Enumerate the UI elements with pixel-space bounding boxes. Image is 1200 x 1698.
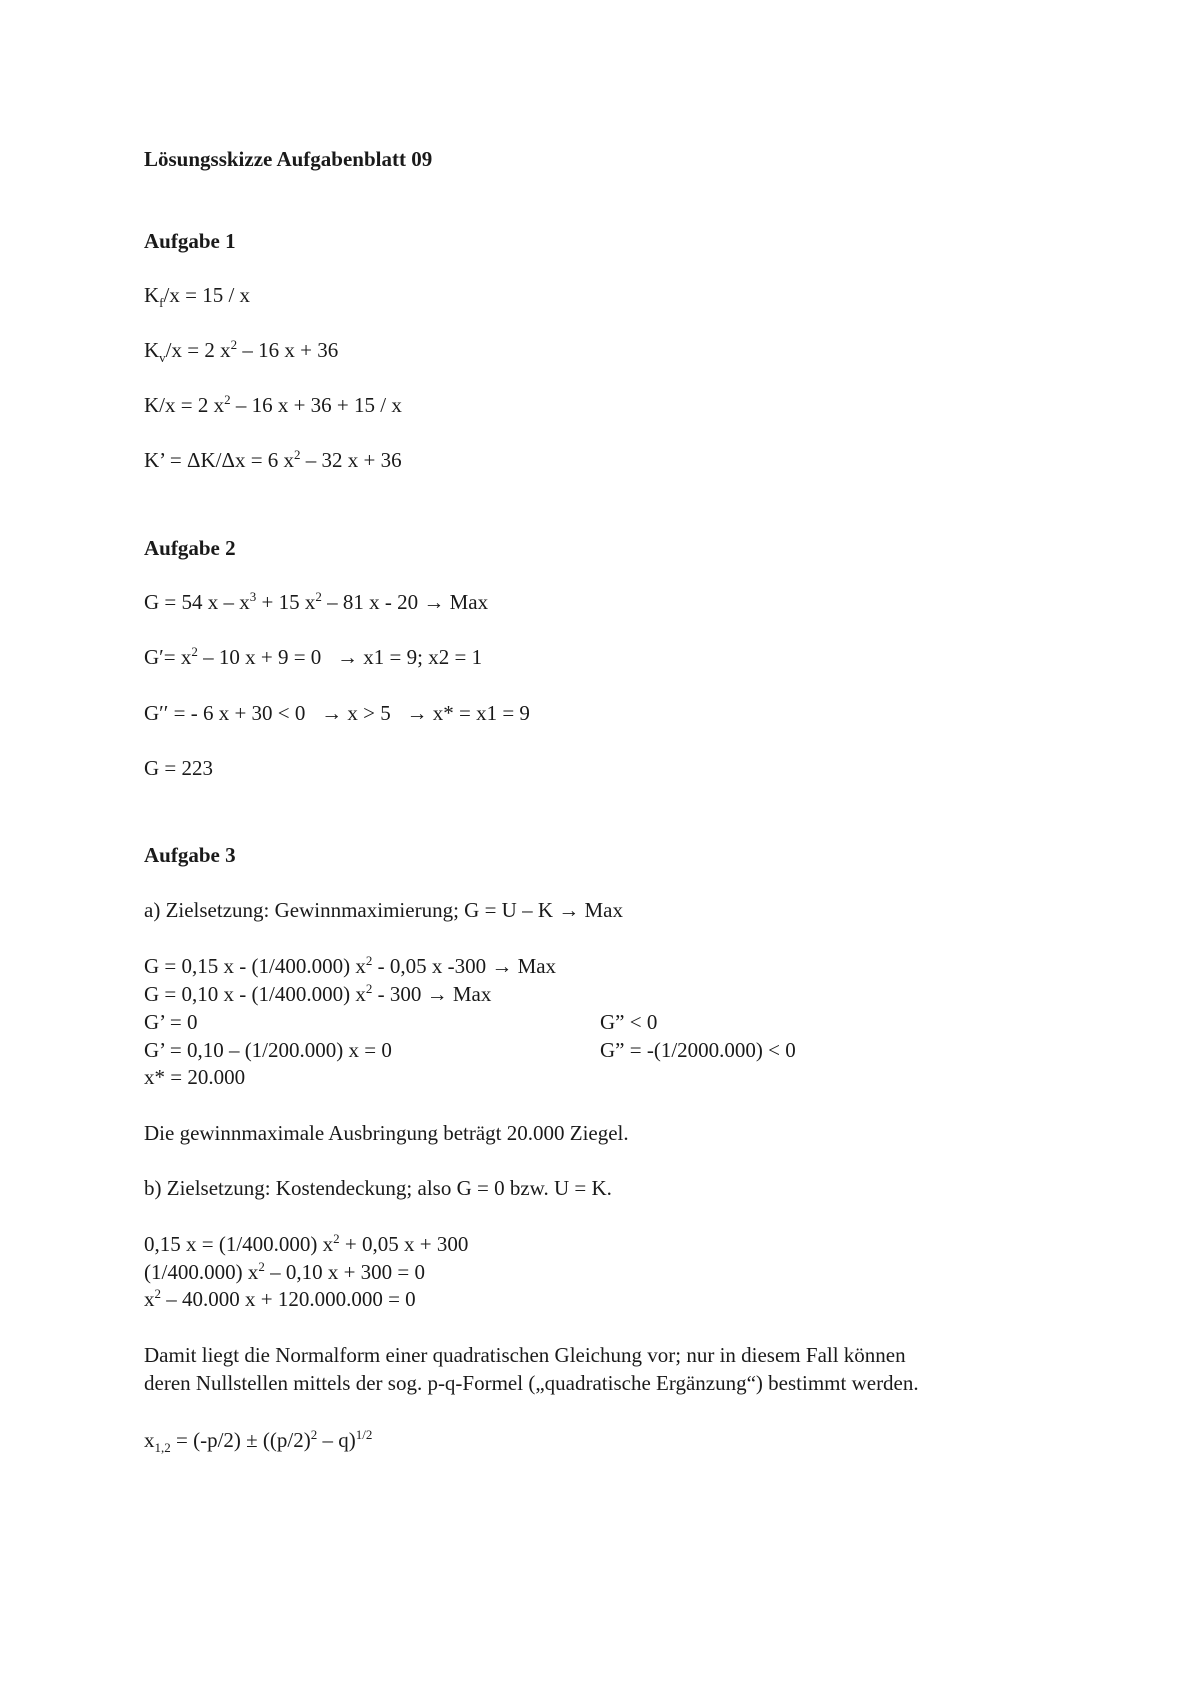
eq-superscript: 2 — [230, 337, 238, 352]
eq-part: x — [144, 1428, 155, 1452]
equation-fixed-costs — [144, 283, 251, 311]
equation-variable-costs — [144, 337, 339, 366]
equation-a5: x* = 20.000 — [144, 1065, 246, 1089]
equation-marginal-costs — [144, 448, 402, 472]
heading-aufgabe-1: Aufgabe 1 — [144, 229, 236, 253]
equation-b2 — [144, 1260, 425, 1284]
paragraph-line-1: Damit liegt die Normalform einer quadratischen Gleichung vor; nur in diesem Fall können — [144, 1343, 906, 1367]
eq-superscript: 2 — [224, 392, 231, 407]
equation-profit — [144, 590, 488, 614]
heading-aufgabe-2: Aufgabe 2 — [144, 536, 236, 560]
eq-superscript: 2 — [310, 1427, 318, 1442]
eq-superscript: 2 — [258, 1259, 265, 1274]
eq-superscript: 2 — [154, 1286, 161, 1301]
eq-superscript: 2 — [365, 981, 373, 996]
eq-part: G = 54 x – x — [144, 590, 250, 614]
objective-b: b) Zielsetzung: Kostendeckung; also G = 0 bzw. U = K. — [144, 1176, 612, 1200]
eq-part: – 10 x + 9 = 0 → x1 = 9; x2 = 1 — [197, 645, 483, 669]
heading-aufgabe-3: Aufgabe 3 — [144, 843, 236, 867]
eq-part: – 16 x + 36 — [237, 338, 339, 362]
equation-b1 — [144, 1232, 468, 1256]
eq-part: = (-p/2) ± ((p/2) — [170, 1428, 311, 1452]
document-title: Lösungsskizze Aufgabenblatt 09 — [144, 147, 433, 171]
eq-superscript: 2 — [191, 644, 198, 659]
equation-first-derivative — [144, 645, 482, 669]
eq-superscript: 2 — [365, 953, 373, 968]
eq-part: + 0,05 x + 300 — [339, 1232, 469, 1256]
pq-formula — [144, 1427, 373, 1456]
eq-superscript: 2 — [333, 1231, 340, 1246]
paragraph-line-2: deren Nullstellen mittels der sog. p-q-Formel („quadratische Ergänzung“) bestimmt werden. — [144, 1371, 919, 1395]
equation-profit-value: G = 223 — [144, 756, 214, 780]
equation-average-costs — [144, 393, 402, 417]
eq-part: – 16 x + 36 + 15 / x — [230, 393, 402, 417]
eq-part: - 300 → Max — [372, 982, 492, 1006]
eq-superscript: 2 — [315, 589, 322, 604]
eq-part: /x = 2 x — [165, 338, 231, 362]
equation-a3-left: G’ = 0 — [144, 1010, 198, 1034]
eq-part: - 0,05 x -300 → Max — [372, 954, 557, 978]
eq-part: – q) — [317, 1428, 356, 1452]
eq-part: G′= x — [144, 645, 192, 669]
eq-part: – 0,10 x + 300 = 0 — [264, 1260, 426, 1284]
eq-part: (1/400.000) x — [144, 1260, 259, 1284]
equation-a4-right: G” = -(1/2000.000) < 0 — [600, 1038, 796, 1062]
equation-a1 — [144, 954, 556, 978]
eq-part: – 40.000 x + 120.000.000 = 0 — [161, 1287, 416, 1311]
eq-part: /x = 15 / x — [163, 283, 251, 307]
eq-part: K — [144, 283, 160, 307]
eq-part: K/x = 2 x — [144, 393, 225, 417]
eq-part: K — [144, 338, 160, 362]
eq-subscript: 1,2 — [154, 1440, 171, 1456]
eq-part: G = 0,15 x - (1/400.000) x — [144, 954, 366, 978]
result-text: Die gewinnmaximale Ausbringung beträgt 20.000 Ziegel. — [144, 1121, 629, 1145]
equation-a2 — [144, 982, 491, 1006]
eq-part: + 15 x — [256, 590, 316, 614]
eq-superscript: 2 — [294, 447, 301, 462]
eq-part: K’ = ΔK/Δx = 6 x — [144, 448, 295, 472]
eq-part: x — [144, 1287, 155, 1311]
eq-subscript: v — [159, 350, 166, 366]
equation-b3 — [144, 1287, 416, 1311]
equation-second-derivative: G′′ = - 6 x + 30 < 0 → x > 5 → x* = x1 = 9 — [144, 701, 530, 725]
eq-superscript: 3 — [249, 589, 257, 604]
eq-part: G = 0,10 x - (1/400.000) x — [144, 982, 366, 1006]
equation-a4-left: G’ = 0,10 – (1/200.000) x = 0 — [144, 1038, 392, 1062]
eq-part: 0,15 x = (1/400.000) x — [144, 1232, 334, 1256]
eq-part: – 81 x - 20 → Max — [321, 590, 489, 614]
objective-a: a) Zielsetzung: Gewinnmaximierung; G = U – K → Max — [144, 898, 623, 922]
equation-a3-right: G” < 0 — [600, 1010, 658, 1034]
eq-part: – 32 x + 36 — [300, 448, 402, 472]
eq-subscript: f — [159, 295, 164, 311]
eq-superscript: 1/2 — [355, 1427, 373, 1442]
